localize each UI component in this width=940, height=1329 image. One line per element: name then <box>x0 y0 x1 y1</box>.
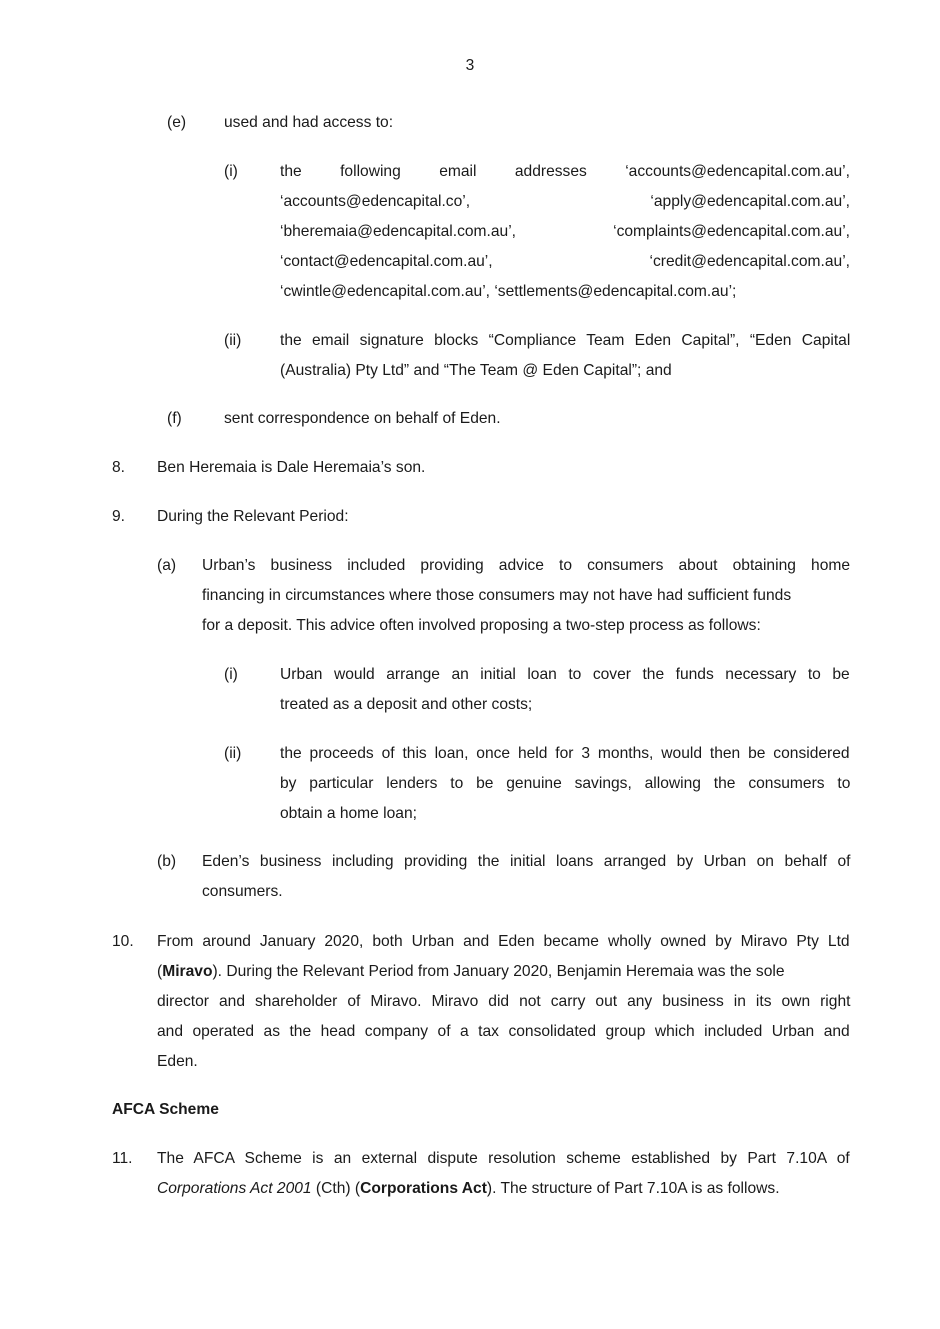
subsubparagraph-label: (i) <box>224 163 238 180</box>
paragraph-line: Urban’s business included providing advice to consumers about obtaining home <box>202 557 851 574</box>
paragraph-number: 10. <box>112 933 134 950</box>
subsubparagraph-label: (ii) <box>224 332 242 349</box>
page-number: 3 <box>465 57 475 74</box>
paragraph-line: consumers. <box>202 883 283 900</box>
paragraph-number: 8. <box>112 459 126 476</box>
paragraph-line: Corporations Act 2001 (Cth) (Corporations Act). The structure of Part 7.10A is as follows. <box>157 1180 780 1197</box>
paragraph-line: (Australia) Pty Ltd” and “The Team @ Eden Capital”; and <box>280 362 672 379</box>
email-list-line: ‘accounts@edencapital.co’, ‘apply@edencapital.com.au’, <box>280 193 850 210</box>
subparagraph-text: sent correspondence on behalf of Eden. <box>224 410 501 427</box>
paragraph-line: Eden’s business including providing the initial loans arranged by Urban on behalf of <box>202 853 851 870</box>
paragraph-line: (Miravo). During the Relevant Period from January 2020, Benjamin Heremaia was the sole <box>157 963 785 980</box>
paragraph-line: for a deposit. This advice often involved proposing a two-step process as follows: <box>202 617 761 634</box>
paragraph-line: the email signature blocks “Compliance Team Eden Capital”, “Eden Capital <box>280 332 851 349</box>
paragraph-line: Eden. <box>157 1053 198 1070</box>
section-heading: AFCA Scheme <box>112 1101 219 1118</box>
subsubparagraph-label: (i) <box>224 666 238 683</box>
defined-term: Miravo <box>162 963 213 980</box>
defined-term: Corporations Act <box>360 1180 487 1197</box>
paragraph-line: Urban would arrange an initial loan to cover the funds necessary to be <box>280 666 850 683</box>
paragraph-line: The AFCA Scheme is an external dispute resolution scheme established by Part 7.10A of <box>157 1150 850 1167</box>
paragraph-line: the proceeds of this loan, once held for 3 months, would then be considered <box>280 745 850 762</box>
subparagraph-text: used and had access to: <box>224 114 394 131</box>
paragraph-line: by particular lenders to be genuine savings, allowing the consumers to <box>280 775 851 792</box>
email-list-line: ‘cwintle@edencapital.com.au’, ‘settlements@edencapital.com.au’; <box>280 283 737 300</box>
subsubparagraph-label: (ii) <box>224 745 242 762</box>
act-title: Corporations Act 2001 <box>157 1180 312 1197</box>
subparagraph-label: (a) <box>157 557 177 574</box>
paragraph-number: 9. <box>112 508 126 525</box>
paragraph-line: financing in circumstances where those consumers may not have had sufficient funds <box>202 587 792 604</box>
paragraph-line: and operated as the head company of a tax consolidated group which included Urban and <box>157 1023 850 1040</box>
paragraph-line: From around January 2020, both Urban and Eden became wholly owned by Miravo Pty Ltd <box>157 933 850 950</box>
email-list-line: ‘contact@edencapital.com.au’, ‘credit@edencapital.com.au’, <box>280 253 850 270</box>
paragraph-line: director and shareholder of Miravo. Miravo did not carry out any business in its own right <box>157 993 851 1010</box>
email-list-line: ‘bheremaia@edencapital.com.au’, ‘complaints@edencapital.com.au’, <box>280 223 850 240</box>
paragraph-text: Ben Heremaia is Dale Heremaia’s son. <box>157 459 426 476</box>
subparagraph-label: (b) <box>157 853 177 870</box>
subparagraph-label: (f) <box>167 410 182 427</box>
paragraph-line: obtain a home loan; <box>280 805 417 822</box>
email-list-line: the following email addresses ‘accounts@edencapital.com.au’, <box>280 163 850 180</box>
paragraph-line: treated as a deposit and other costs; <box>280 696 533 713</box>
subparagraph-label: (e) <box>167 114 187 131</box>
paragraph-number: 11. <box>112 1150 133 1167</box>
paragraph-text: During the Relevant Period: <box>157 508 349 525</box>
